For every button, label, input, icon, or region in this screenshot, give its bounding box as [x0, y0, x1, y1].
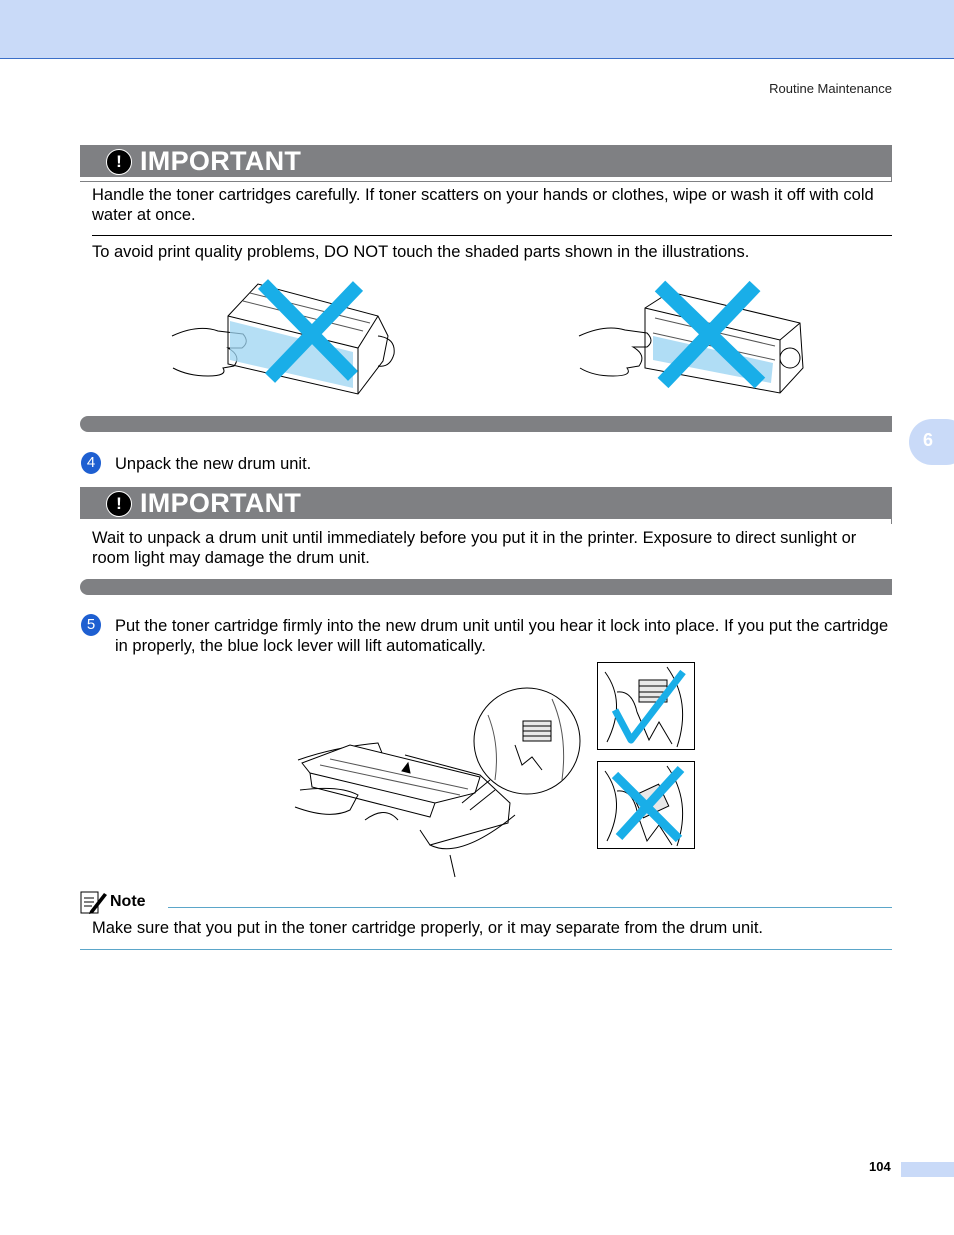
chapter-tab[interactable] [909, 419, 954, 465]
section-title: Routine Maintenance [769, 81, 892, 96]
divider [80, 949, 892, 950]
important-end-bar [80, 416, 892, 432]
important-title: IMPORTANT [140, 146, 302, 176]
correct-position-inset [597, 662, 696, 751]
drum-unit-illustration [575, 278, 810, 398]
step-number-badge: 5 [81, 614, 101, 636]
step-text: Put the toner cartridge firmly into the new drum unit until you hear it lock into place. If you put the cartridge in properly, the blue lock lever will lift automatically. [115, 617, 889, 655]
note-pencil-icon [80, 889, 108, 915]
divider [80, 181, 892, 182]
chapter-number: 6 [923, 430, 934, 450]
header-band [0, 0, 954, 59]
incorrect-position-inset [597, 761, 696, 850]
divider [168, 907, 892, 908]
exclamation-icon: ! [106, 491, 132, 517]
divider [92, 235, 892, 236]
note-label: Note [110, 893, 146, 910]
divider [891, 517, 892, 524]
step-number-badge: 4 [81, 452, 101, 474]
note-text: Make sure that you put in the toner cartridge properly, or it may separate from the drum unit. [92, 919, 764, 937]
important-end-bar [80, 579, 892, 595]
page-number: 104 [869, 1159, 891, 1174]
cartridge-insertion-illustration [290, 685, 590, 880]
important-text: To avoid print quality problems, DO NOT touch the shaded parts shown in the illustrations. [92, 243, 750, 261]
divider [891, 176, 892, 182]
step-text: Unpack the new drum unit. [115, 455, 312, 473]
important-text: Wait to unpack a drum unit until immediately before you put it in the printer. Exposure to direct sunlight or room light may damage the drum unit. [92, 529, 857, 567]
important-title: IMPORTANT [140, 488, 302, 518]
important-text: Handle the toner cartridges carefully. If toner scatters on your hands or clothes, wipe or wash it off with cold water at once. [92, 186, 874, 224]
page-tab [901, 1162, 954, 1177]
exclamation-icon: ! [106, 149, 132, 175]
important-banner [80, 487, 892, 519]
important-banner [80, 145, 892, 177]
toner-cartridge-illustration [168, 276, 403, 401]
